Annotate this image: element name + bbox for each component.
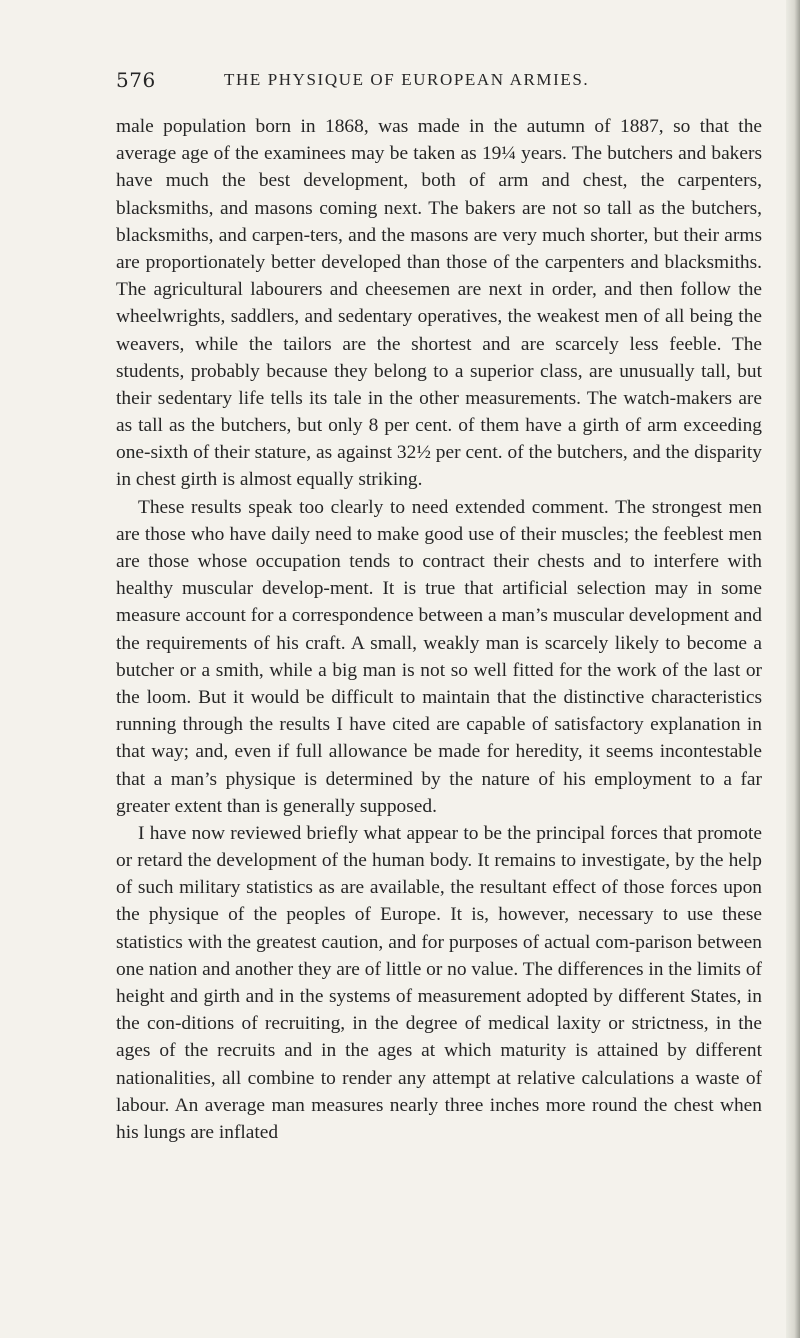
running-head: THE PHYSIQUE OF EUROPEAN ARMIES. — [224, 70, 590, 89]
page-number: 576 — [116, 68, 156, 92]
paragraph: I have now reviewed briefly what appear to be the principal forces that promote or retard the development of the human body. It remains to investigate, by the help of such military statistics as are available, the resultant effect of those forces upon the physique of the peoples of Europe. It is, however, necessary to use these statistics with the greatest caution, and for purposes of actual com-parison between one nation and another they are of little or no value. The differences in the limits of height and girth and in the systems of measurement adopted by different States, in the con-ditions of recruiting, in the degree of medical laxity or strictness, in the ages of the recruits and in the ages at which maturity is attained by different nationalities, all combine to render any attempt at relative calculations a waste of labour. An average man measures nearly three inches more round the chest when his lungs are inflated — [116, 822, 762, 1143]
paragraph: These results speak too clearly to need extended comment. The strongest men are those who have daily need to make good use of their muscles; the feeblest men are those whose occupation tends to contract their chests and to interfere with healthy muscular develop-ment. It is true that artificial selection may in some measure account for a correspondence between a man’s muscular development and the requirements of his craft. A small, weakly man is scarcely likely to become a butcher or a smith, while a big man is not so well fitted for the work of the last or the loom. But it would be difficult to maintain that the distinctive characteristics running through the results I have cited are capable of satisfactory explanation in that way; and, even if full allowance be made for heredity, it seems incontestable that a man’s physique is determined by the nature of his employment to a far greater extent than is generally supposed. — [116, 496, 762, 817]
paragraph: male population born in 1868, was made in the autumn of 1887, so that the average age of the examinees may be taken as 19¼ years. The butchers and bakers have much the best development, both of arm and chest, the carpenters, blacksmiths, and masons coming next. The bakers are not so tall as the butchers, blacksmiths, and carpen-ters, and the masons are very much shorter, but their arms are proportionately better developed than those of the carpenters and blacksmiths. The agricultural labourers and cheesemen are next in order, and then follow the wheelwrights, saddlers, and sedentary operatives, the weakest men of all being the weavers, while the tailors are the shortest and are scarcely less feeble. The students, probably because they belong to a superior class, are unusually tall, but their sedentary life tells its tale in the other measurements. The watch-makers are as tall as the butchers, but only 8 per cent. of them have a girth of arm exceeding one-sixth of their stature, as against 32½ per cent. of the butchers, and the disparity in chest girth is almost equally striking. — [116, 116, 762, 491]
body-text — [116, 113, 762, 1146]
page-edge-shadow — [786, 0, 800, 1338]
page-header — [116, 68, 756, 98]
